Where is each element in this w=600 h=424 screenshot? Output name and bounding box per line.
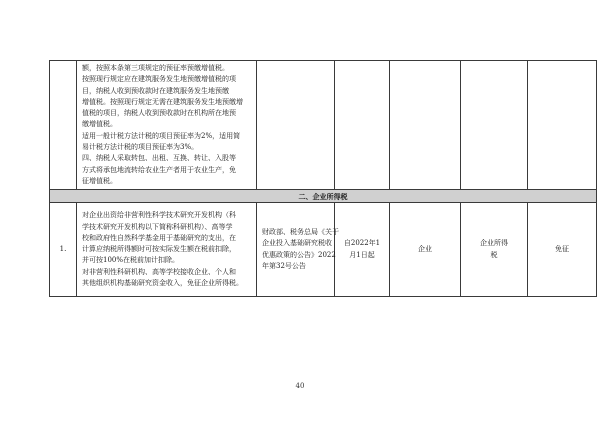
table-row-continued (50, 61, 597, 190)
cell-scope-empty (390, 61, 461, 190)
text-line: 校和政府性自然科学基金用于基础研究的支出，在 (82, 233, 236, 242)
text-line: 企业所得 (480, 239, 508, 248)
section-header-row (50, 190, 597, 203)
text-line: 目，纳税人收到预收款时在建筑服务发生地预缴 (82, 86, 229, 95)
table-row-1 (50, 203, 597, 297)
cell-basis-empty (257, 61, 335, 190)
cell-tax-type (461, 203, 528, 297)
text-line: 企业投入基础研究税收 (262, 239, 332, 248)
cell-method: 免征 (528, 203, 597, 297)
text-line: 并可按100%在税前加计扣除。 (82, 256, 180, 265)
row1-content-text (77, 208, 256, 291)
text-line: 对企业出资给非营利性科学技术研究开发机构（科 (82, 211, 236, 220)
text-line: 计算应纳税所得额时可按实际发生额在税前扣除， (82, 245, 236, 254)
cell-basis (257, 203, 339, 297)
text-line: 按照现行规定应在建筑服务发生地预缴增值税的项 (82, 75, 236, 84)
section-title: 二、企业所得税 (50, 190, 597, 203)
cell-content (77, 203, 257, 297)
cell-tax-empty (461, 61, 528, 190)
text-line: 额，按照本条第三项规定的预征率预缴增值税。 (82, 64, 229, 72)
text-line: 财政部、税务总局《关于 (262, 228, 339, 237)
cell-no-empty (50, 61, 77, 190)
cell-time-empty (335, 61, 390, 190)
cell-time (335, 203, 390, 297)
text-line: 月1日起 (349, 250, 375, 259)
text-line: 四、纳税人采取转包、出租、互换、转让、入股等 (82, 154, 236, 163)
cell-content-continued (77, 61, 257, 190)
cell-scope: 企业 (390, 203, 461, 297)
text-line: 对非营利性科研机构、高等学校接收企业、个人和 (82, 267, 236, 276)
text-line: 自2022年1 (343, 239, 381, 248)
text-line: 值税的项目，纳税人收到预收款时在机构所在地预 (82, 109, 236, 118)
text-line: 税 (490, 250, 498, 259)
row-number: 1. (50, 203, 77, 297)
text-line: 优惠政策的公告》2022 (262, 250, 336, 259)
text-line: 年第32号公告 (262, 262, 306, 271)
continued-content-text (77, 61, 256, 189)
text-line: 方式将承包地流转给农业生产者用于农业生产，免 (82, 165, 236, 174)
text-line: 增值税。按照现行规定无需在建筑服务发生地预缴增 (82, 97, 243, 106)
page-number: 40 (295, 382, 305, 390)
text-line: 缴增值税。 (82, 120, 117, 129)
text-line: 适用一般计税方法计税的项目预征率为2%，适用简 (82, 131, 241, 140)
text-line: 其他组织机构基础研究资金收入，免征企业所得税。 (82, 279, 243, 287)
tax-policy-table (49, 60, 597, 297)
text-line: 征增值税。 (82, 176, 117, 185)
cell-method-empty (528, 61, 597, 190)
text-line: 易计税方法计税的项目预征率为3%。 (82, 143, 199, 152)
row1-basis-text (257, 225, 339, 274)
text-line: 学技术研究开发机构以下简称科研机构）、高等学 (82, 222, 233, 231)
